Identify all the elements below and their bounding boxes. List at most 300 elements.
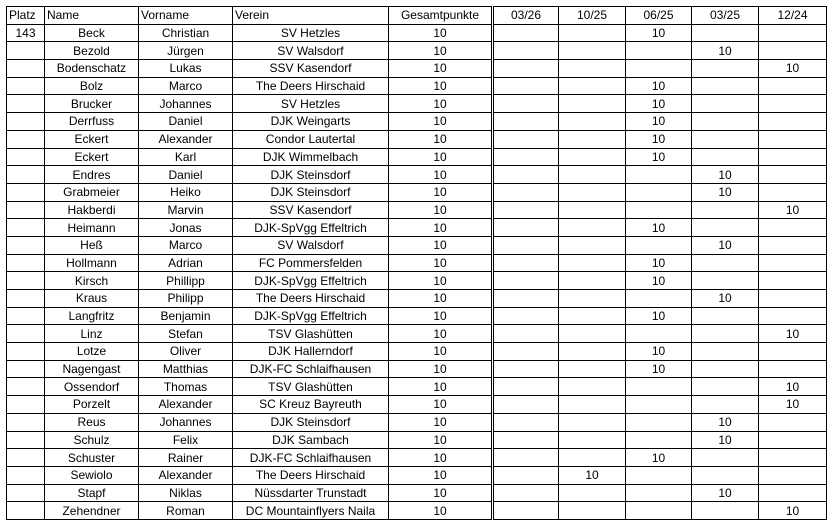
cell-0625: 10 xyxy=(626,449,692,467)
header-0326: 03/26 xyxy=(493,7,559,25)
cell-verein: DJK Weingarts xyxy=(233,113,389,131)
cell-1224: 10 xyxy=(759,60,827,78)
cell-name: Heimann xyxy=(45,219,139,237)
cell-verein: DJK-FC Schlaifhausen xyxy=(233,449,389,467)
cell-platz xyxy=(7,325,45,343)
cell-vorname: Phillipp xyxy=(139,272,233,290)
cell-0326 xyxy=(493,466,559,484)
header-0325: 03/25 xyxy=(692,7,759,25)
header-1224: 12/24 xyxy=(759,7,827,25)
table-row xyxy=(7,60,827,78)
cell-0325 xyxy=(692,325,759,343)
cell-name: Bodenschatz xyxy=(45,60,139,78)
cell-verein: SSV Kasendorf xyxy=(233,201,389,219)
cell-0325: 10 xyxy=(692,431,759,449)
cell-name: Hakberdi xyxy=(45,201,139,219)
cell-name: Bezold xyxy=(45,42,139,60)
cell-0326 xyxy=(493,449,559,467)
cell-name: Langfritz xyxy=(45,307,139,325)
cell-verein: DJK Steinsdorf xyxy=(233,183,389,201)
cell-gesamtpunkte: 10 xyxy=(389,360,493,378)
table-row xyxy=(7,24,827,42)
cell-gesamtpunkte: 10 xyxy=(389,396,493,414)
cell-platz xyxy=(7,42,45,60)
cell-vorname: Daniel xyxy=(139,166,233,184)
cell-verein: TSV Glashütten xyxy=(233,325,389,343)
cell-0625: 10 xyxy=(626,307,692,325)
cell-1025 xyxy=(559,502,626,520)
cell-platz xyxy=(7,466,45,484)
cell-gesamtpunkte: 10 xyxy=(389,77,493,95)
cell-1224: 10 xyxy=(759,502,827,520)
table-row xyxy=(7,254,827,272)
cell-gesamtpunkte: 10 xyxy=(389,502,493,520)
cell-1025 xyxy=(559,378,626,396)
cell-gesamtpunkte: 10 xyxy=(389,449,493,467)
cell-gesamtpunkte: 10 xyxy=(389,325,493,343)
cell-verein: SV Walsdorf xyxy=(233,42,389,60)
table-row xyxy=(7,502,827,520)
cell-0325 xyxy=(692,24,759,42)
cell-1224 xyxy=(759,431,827,449)
cell-name: Eckert xyxy=(45,130,139,148)
cell-1224 xyxy=(759,290,827,308)
cell-1025 xyxy=(559,24,626,42)
cell-verein: DJK Wimmelbach xyxy=(233,148,389,166)
cell-gesamtpunkte: 10 xyxy=(389,95,493,113)
cell-0326 xyxy=(493,290,559,308)
ranking-sheet xyxy=(6,6,827,520)
cell-vorname: Jonas xyxy=(139,219,233,237)
cell-name: Grabmeier xyxy=(45,183,139,201)
cell-verein: The Deers Hirschaid xyxy=(233,290,389,308)
ranking-table xyxy=(6,6,827,520)
cell-0326 xyxy=(493,113,559,131)
cell-1224 xyxy=(759,449,827,467)
cell-0325: 10 xyxy=(692,166,759,184)
cell-1025 xyxy=(559,95,626,113)
cell-platz xyxy=(7,413,45,431)
cell-gesamtpunkte: 10 xyxy=(389,219,493,237)
cell-vorname: Stefan xyxy=(139,325,233,343)
cell-0625 xyxy=(626,502,692,520)
cell-vorname: Alexander xyxy=(139,466,233,484)
table-row xyxy=(7,130,827,148)
cell-gesamtpunkte: 10 xyxy=(389,254,493,272)
cell-verein: DJK Steinsdorf xyxy=(233,413,389,431)
cell-gesamtpunkte: 10 xyxy=(389,60,493,78)
cell-gesamtpunkte: 10 xyxy=(389,290,493,308)
header-name: Name xyxy=(45,7,139,25)
cell-0625: 10 xyxy=(626,219,692,237)
cell-name: Sewiolo xyxy=(45,466,139,484)
cell-name: Kirsch xyxy=(45,272,139,290)
cell-platz xyxy=(7,360,45,378)
cell-1224: 10 xyxy=(759,378,827,396)
cell-1025 xyxy=(559,60,626,78)
cell-1025 xyxy=(559,148,626,166)
cell-verein: TSV Glashütten xyxy=(233,378,389,396)
cell-vorname: Daniel xyxy=(139,113,233,131)
cell-1224 xyxy=(759,307,827,325)
cell-0625 xyxy=(626,60,692,78)
cell-0325: 10 xyxy=(692,413,759,431)
cell-name: Schuster xyxy=(45,449,139,467)
header-gesamtpunkte: Gesamtpunkte xyxy=(389,7,493,25)
cell-0625: 10 xyxy=(626,148,692,166)
cell-platz xyxy=(7,166,45,184)
table-row xyxy=(7,95,827,113)
cell-verein: DC Mountainflyers Naila xyxy=(233,502,389,520)
cell-name: Linz xyxy=(45,325,139,343)
cell-name: Schulz xyxy=(45,431,139,449)
cell-vorname: Christian xyxy=(139,24,233,42)
cell-0325: 10 xyxy=(692,42,759,60)
cell-platz xyxy=(7,113,45,131)
cell-0625: 10 xyxy=(626,343,692,361)
cell-0625: 10 xyxy=(626,360,692,378)
cell-name: Kraus xyxy=(45,290,139,308)
cell-gesamtpunkte: 10 xyxy=(389,431,493,449)
cell-1224 xyxy=(759,148,827,166)
cell-0325 xyxy=(692,502,759,520)
cell-0625 xyxy=(626,183,692,201)
cell-vorname: Karl xyxy=(139,148,233,166)
cell-0326 xyxy=(493,413,559,431)
cell-1224 xyxy=(759,343,827,361)
cell-1224 xyxy=(759,166,827,184)
cell-1224 xyxy=(759,113,827,131)
cell-platz xyxy=(7,290,45,308)
cell-0325 xyxy=(692,148,759,166)
cell-0325: 10 xyxy=(692,183,759,201)
cell-1025 xyxy=(559,183,626,201)
cell-0325: 10 xyxy=(692,236,759,254)
cell-verein: FC Pommersfelden xyxy=(233,254,389,272)
cell-0326 xyxy=(493,254,559,272)
cell-0326 xyxy=(493,219,559,237)
cell-0325 xyxy=(692,113,759,131)
table-row xyxy=(7,272,827,290)
cell-1025 xyxy=(559,201,626,219)
cell-1224 xyxy=(759,95,827,113)
cell-platz xyxy=(7,254,45,272)
cell-gesamtpunkte: 10 xyxy=(389,378,493,396)
cell-vorname: Thomas xyxy=(139,378,233,396)
table-body xyxy=(7,24,827,519)
cell-1224: 10 xyxy=(759,201,827,219)
cell-verein: SSV Kasendorf xyxy=(233,60,389,78)
cell-verein: DJK-SpVgg Effeltrich xyxy=(233,307,389,325)
cell-name: Derrfuss xyxy=(45,113,139,131)
cell-verein: DJK Steinsdorf xyxy=(233,166,389,184)
cell-0326 xyxy=(493,24,559,42)
cell-0326 xyxy=(493,77,559,95)
cell-vorname: Rainer xyxy=(139,449,233,467)
cell-vorname: Adrian xyxy=(139,254,233,272)
cell-name: Eckert xyxy=(45,148,139,166)
cell-0625 xyxy=(626,431,692,449)
cell-0325 xyxy=(692,95,759,113)
cell-platz xyxy=(7,201,45,219)
table-row xyxy=(7,77,827,95)
cell-platz xyxy=(7,307,45,325)
cell-1025 xyxy=(559,343,626,361)
cell-name: Beck xyxy=(45,24,139,42)
cell-0625 xyxy=(626,42,692,60)
cell-0325 xyxy=(692,307,759,325)
cell-vorname: Jürgen xyxy=(139,42,233,60)
cell-0625 xyxy=(626,396,692,414)
cell-gesamtpunkte: 10 xyxy=(389,42,493,60)
cell-platz xyxy=(7,378,45,396)
cell-verein: DJK-SpVgg Effeltrich xyxy=(233,272,389,290)
header-row xyxy=(7,7,827,25)
cell-1224 xyxy=(759,236,827,254)
cell-gesamtpunkte: 10 xyxy=(389,466,493,484)
cell-gesamtpunkte: 10 xyxy=(389,148,493,166)
cell-platz xyxy=(7,183,45,201)
table-row xyxy=(7,113,827,131)
cell-gesamtpunkte: 10 xyxy=(389,236,493,254)
cell-verein: DJK-SpVgg Effeltrich xyxy=(233,219,389,237)
cell-0625: 10 xyxy=(626,77,692,95)
cell-platz xyxy=(7,272,45,290)
cell-name: Reus xyxy=(45,413,139,431)
cell-0326 xyxy=(493,360,559,378)
cell-1025 xyxy=(559,431,626,449)
table-row xyxy=(7,201,827,219)
cell-platz xyxy=(7,130,45,148)
cell-gesamtpunkte: 10 xyxy=(389,307,493,325)
cell-0326 xyxy=(493,60,559,78)
cell-vorname: Oliver xyxy=(139,343,233,361)
cell-1224 xyxy=(759,484,827,502)
cell-vorname: Marco xyxy=(139,236,233,254)
cell-0325 xyxy=(692,396,759,414)
cell-1224: 10 xyxy=(759,325,827,343)
table-row xyxy=(7,42,827,60)
table-row xyxy=(7,449,827,467)
cell-gesamtpunkte: 10 xyxy=(389,343,493,361)
cell-verein: Nüssdarter Trunstadt xyxy=(233,484,389,502)
cell-verein: SV Hetzles xyxy=(233,95,389,113)
cell-1025 xyxy=(559,254,626,272)
cell-0625 xyxy=(626,484,692,502)
cell-0325 xyxy=(692,77,759,95)
cell-1224 xyxy=(759,42,827,60)
table-row xyxy=(7,219,827,237)
header-platz: Platz xyxy=(7,7,45,25)
cell-platz xyxy=(7,449,45,467)
cell-1025 xyxy=(559,130,626,148)
cell-gesamtpunkte: 10 xyxy=(389,113,493,131)
cell-0325 xyxy=(692,272,759,290)
cell-1224 xyxy=(759,183,827,201)
cell-vorname: Philipp xyxy=(139,290,233,308)
cell-gesamtpunkte: 10 xyxy=(389,413,493,431)
cell-1025 xyxy=(559,449,626,467)
cell-name: Lotze xyxy=(45,343,139,361)
cell-1025 xyxy=(559,42,626,60)
cell-0325 xyxy=(692,201,759,219)
cell-platz xyxy=(7,396,45,414)
cell-verein: SC Kreuz Bayreuth xyxy=(233,396,389,414)
cell-0326 xyxy=(493,236,559,254)
cell-name: Porzelt xyxy=(45,396,139,414)
cell-0625: 10 xyxy=(626,24,692,42)
cell-0326 xyxy=(493,130,559,148)
cell-0625 xyxy=(626,236,692,254)
cell-vorname: Johannes xyxy=(139,413,233,431)
cell-verein: DJK Sambach xyxy=(233,431,389,449)
cell-1025 xyxy=(559,325,626,343)
table-row xyxy=(7,307,827,325)
cell-0326 xyxy=(493,431,559,449)
cell-name: Brucker xyxy=(45,95,139,113)
cell-vorname: Lukas xyxy=(139,60,233,78)
cell-1224 xyxy=(759,130,827,148)
cell-gesamtpunkte: 10 xyxy=(389,201,493,219)
cell-1025 xyxy=(559,396,626,414)
cell-0625 xyxy=(626,413,692,431)
cell-0326 xyxy=(493,201,559,219)
cell-0326 xyxy=(493,502,559,520)
cell-0325 xyxy=(692,254,759,272)
cell-1025 xyxy=(559,484,626,502)
cell-verein: SV Hetzles xyxy=(233,24,389,42)
cell-name: Zehendner xyxy=(45,502,139,520)
header-verein: Verein xyxy=(233,7,389,25)
cell-name: Ossendorf xyxy=(45,378,139,396)
cell-1025 xyxy=(559,272,626,290)
table-row xyxy=(7,148,827,166)
table-row xyxy=(7,484,827,502)
table-row xyxy=(7,466,827,484)
cell-1025 xyxy=(559,166,626,184)
cell-0325 xyxy=(692,360,759,378)
cell-platz xyxy=(7,431,45,449)
cell-1025 xyxy=(559,413,626,431)
cell-0325 xyxy=(692,378,759,396)
cell-0326 xyxy=(493,95,559,113)
cell-0326 xyxy=(493,325,559,343)
cell-0326 xyxy=(493,148,559,166)
cell-0325: 10 xyxy=(692,290,759,308)
table-row xyxy=(7,325,827,343)
cell-0326 xyxy=(493,183,559,201)
cell-platz: 143 xyxy=(7,24,45,42)
cell-1025 xyxy=(559,219,626,237)
cell-vorname: Roman xyxy=(139,502,233,520)
cell-0625: 10 xyxy=(626,113,692,131)
cell-name: Stapf xyxy=(45,484,139,502)
cell-0325 xyxy=(692,343,759,361)
table-row xyxy=(7,343,827,361)
cell-1224 xyxy=(759,360,827,378)
table-row xyxy=(7,431,827,449)
cell-0325: 10 xyxy=(692,484,759,502)
cell-platz xyxy=(7,484,45,502)
cell-platz xyxy=(7,502,45,520)
cell-platz xyxy=(7,77,45,95)
cell-0326 xyxy=(493,307,559,325)
header-1025: 10/25 xyxy=(559,7,626,25)
cell-0325 xyxy=(692,60,759,78)
cell-1025: 10 xyxy=(559,466,626,484)
cell-1224 xyxy=(759,77,827,95)
cell-0625 xyxy=(626,378,692,396)
cell-platz xyxy=(7,95,45,113)
cell-0325 xyxy=(692,449,759,467)
cell-platz xyxy=(7,219,45,237)
cell-gesamtpunkte: 10 xyxy=(389,166,493,184)
cell-0625 xyxy=(626,201,692,219)
table-row xyxy=(7,396,827,414)
cell-1025 xyxy=(559,77,626,95)
cell-1025 xyxy=(559,236,626,254)
cell-name: Nagengast xyxy=(45,360,139,378)
header-0625: 06/25 xyxy=(626,7,692,25)
cell-vorname: Alexander xyxy=(139,396,233,414)
cell-platz xyxy=(7,60,45,78)
header-vorname: Vorname xyxy=(139,7,233,25)
cell-0625 xyxy=(626,325,692,343)
cell-verein: SV Walsdorf xyxy=(233,236,389,254)
cell-0326 xyxy=(493,343,559,361)
cell-0325 xyxy=(692,130,759,148)
cell-platz xyxy=(7,343,45,361)
cell-1224 xyxy=(759,254,827,272)
cell-1224 xyxy=(759,466,827,484)
cell-0326 xyxy=(493,272,559,290)
cell-gesamtpunkte: 10 xyxy=(389,24,493,42)
cell-1224 xyxy=(759,219,827,237)
cell-1224 xyxy=(759,413,827,431)
cell-0625: 10 xyxy=(626,272,692,290)
cell-vorname: Felix xyxy=(139,431,233,449)
cell-vorname: Marvin xyxy=(139,201,233,219)
cell-0625: 10 xyxy=(626,254,692,272)
cell-1025 xyxy=(559,360,626,378)
table-row xyxy=(7,378,827,396)
cell-0325 xyxy=(692,219,759,237)
table-row xyxy=(7,183,827,201)
cell-gesamtpunkte: 10 xyxy=(389,130,493,148)
cell-0625 xyxy=(626,290,692,308)
cell-verein: DJK Hallerndorf xyxy=(233,343,389,361)
cell-1224 xyxy=(759,272,827,290)
table-row xyxy=(7,290,827,308)
cell-vorname: Marco xyxy=(139,77,233,95)
cell-gesamtpunkte: 10 xyxy=(389,484,493,502)
cell-gesamtpunkte: 10 xyxy=(389,183,493,201)
cell-1224: 10 xyxy=(759,396,827,414)
cell-name: Hollmann xyxy=(45,254,139,272)
cell-vorname: Alexander xyxy=(139,130,233,148)
cell-0625 xyxy=(626,166,692,184)
table-row xyxy=(7,236,827,254)
cell-verein: The Deers Hirschaid xyxy=(233,77,389,95)
cell-1025 xyxy=(559,290,626,308)
cell-gesamtpunkte: 10 xyxy=(389,272,493,290)
cell-vorname: Heiko xyxy=(139,183,233,201)
cell-0326 xyxy=(493,166,559,184)
cell-1025 xyxy=(559,113,626,131)
cell-verein: Condor Lautertal xyxy=(233,130,389,148)
cell-vorname: Matthias xyxy=(139,360,233,378)
cell-0625: 10 xyxy=(626,130,692,148)
